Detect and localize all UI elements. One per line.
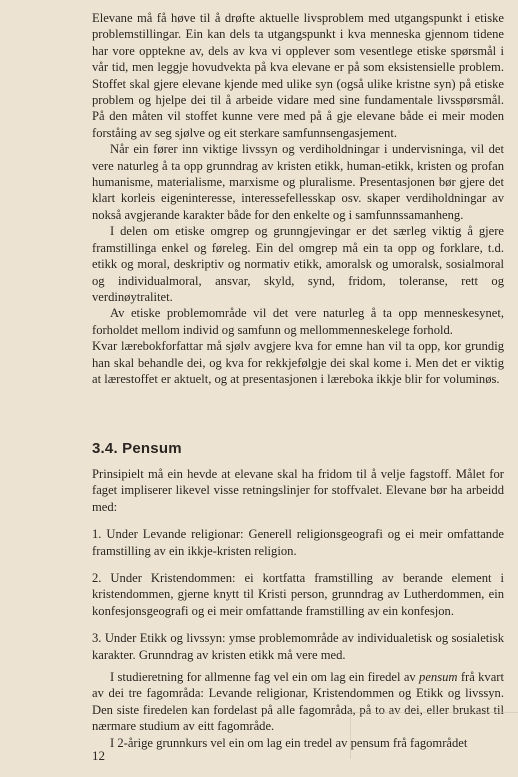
paragraph-1: Elevane må få høve til å drøfte aktuelle livsproblem med utgangspunkt i etiske problemstillingar. Ein kan dels ta utgangspunkt i kva menneska gjennom tidene har vore opptekne av, dels av kva vi opplever som vesentlege etiske spørsmål i vår tid, men leggje hovudvekta på kva elevane er på som eksistensielle problem. Stoffet skal gjere elevane kjende med ulike syn (også ulike kristne syn) på etiske problem og hjelpe dei til å arbeide vidare med sine fundamentale livsspørsmål. På den måten vil stoffet kunne vere med på å gje elevane både ei meir moden forståing av seg sjølve og eit sterkare samfunnsengasjement.	[92, 11, 504, 140]
list-item-1: 1. Under Levande religionar: Generell religionsgeografi og ei meir omfattande framstilling av ein ikkje-kristen religion.	[92, 527, 504, 558]
page-number: 12	[92, 748, 105, 763]
section-heading: 3.4. Pensum	[92, 440, 182, 457]
studieretning-text-post: frå kvart av dei tre fagområda: Levande religionar, Kristendommen og Etikk og livssyn. Den siste firedelen kan fordelast på alle fagområda, på to av dei, eller brukast til nærmare studium av eitt fagområde.	[92, 670, 504, 734]
paragraph-3: I delen om etiske omgrep og grunngjevingar er det særleg viktig å gjere framstillinga enkel og føreleg. Ein del omgrep må ein ta opp og forklare, t.d. etikk og moral, deskriptiv og normativ etikk, amoralsk og umoralsk, sosialmoral og individualmoral, ansvar, skyld, synd, fridom, toleranse, rett og verdinøytralitet.	[92, 224, 504, 304]
emphasis-pensum: pensum	[419, 670, 458, 685]
paragraph-4: Av etiske problemområde vil det vere naturleg å ta opp menneskesynet, forholdet mellom individ og samfunn og mellommenneskelege forhold.	[92, 306, 504, 337]
intro-text-block	[92, 10, 504, 387]
studieretning-text-pre: I studieretning for allmenne fag vel ein om lag ein firedel av	[110, 670, 420, 685]
paragraph-grunnkurs: I 2-årige grunnkurs vel ein om lag ein tredel av pensum frå fagområdet	[110, 735, 468, 750]
paragraph-2: Når ein fører inn viktige livssyn og verdiholdningar i undervisninga, vil det vere naturleg å ta opp grunndrag av kristen etikk, human-etikk, kristen og profan humanisme, materialisme, marxisme og pluralisme. Presentasjonen bør gjere det klart korleis eigeninteresse, interessefellesskap osv. skaper verdiholdningar av nokså avgjerande karakter både for den enkelte og i samfunnssamanheng.	[92, 142, 504, 222]
list-item-3: 3. Under Etikk og livssyn: ymse problemområde av individualetisk og sosialetisk karakter. Grunndrag av kristen etikk må vere med.	[92, 631, 504, 662]
section-text-block	[92, 466, 504, 751]
section-lead: Prinsipielt må ein hevde at elevane skal ha fridom til å velje fagstoff. Målet for faget impliserer likevel visse retningslinjer for stoffvalet. Elevane bør ha arbeidd med:	[92, 467, 504, 514]
paragraph-5: Kvar lærebokforfattar må sjølv avgjere kva for emne han vil ta opp, kor grundig han skal behandle dei, og kva for rekkjefølgje dei skal kome i. Men det er viktig at lærestoffet er aktuelt, og at presentasjonen i læreboka ikkje blir for voluminøs.	[92, 339, 504, 386]
list-item-2: 2. Under Kristendommen: ei kortfatta framstilling av berande element i kristendommen, gjerne knytt til Kristi person, grunndrag av Lutherdommen, ein konfesjonsgeografi og ei meir omfattande framstilling av ein konfesjon.	[92, 571, 504, 618]
corner-mark	[350, 712, 518, 759]
